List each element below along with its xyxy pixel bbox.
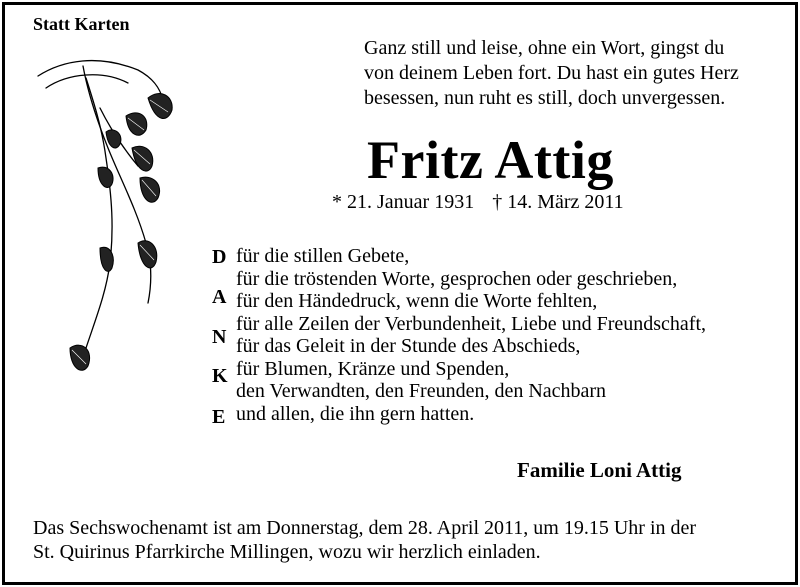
thanks-block <box>236 245 706 425</box>
footer-line: St. Quirinus Pfarrkirche Millingen, wozu wir herzlich einladen. <box>33 541 541 563</box>
acrostic-letter: K <box>212 365 228 387</box>
death-date: † 14. März 2011 <box>492 191 624 213</box>
thanks-line: und allen, die ihn gern hatten. <box>236 402 475 425</box>
thanks-line: für die stillen Gebete, <box>236 245 410 267</box>
poem-line: Ganz still und leise, ohne ein Wort, gingst du <box>364 37 725 59</box>
birch-branch-icon <box>28 48 178 388</box>
acrostic-letter: N <box>212 326 227 348</box>
thanks-line: für Blumen, Kränze und Spenden, <box>236 357 510 380</box>
service-announcement <box>33 516 696 564</box>
statt-karten-label: Statt Karten <box>33 14 130 34</box>
acrostic-letter: E <box>212 406 226 428</box>
birth-date: * 21. Januar 1931 <box>332 191 475 213</box>
acrostic-letter: A <box>212 286 227 308</box>
poem-line: von deinem Leben fort. Du hast ein gutes Herz <box>364 62 739 84</box>
poem-line: besessen, nun ruht es still, doch unvergessen. <box>364 87 726 109</box>
life-dates <box>332 190 624 214</box>
thanks-line: den Verwandten, den Freunden, den Nachbarn <box>236 380 607 402</box>
family-signature: Familie Loni Attig <box>517 458 682 482</box>
thanks-line: für den Händedruck, wenn die Worte fehlten, <box>236 290 598 312</box>
poem-block <box>364 36 739 111</box>
thanks-line: für die tröstenden Worte, gesprochen oder geschrieben, <box>236 267 678 290</box>
footer-line: Das Sechswochenamt ist am Donnerstag, dem 28. April 2011, um 19.15 Uhr in der <box>33 517 697 539</box>
deceased-name: Fritz Attig <box>367 130 614 190</box>
acrostic-letter: D <box>212 246 227 268</box>
thanks-line: für das Geleit in der Stunde des Abschieds, <box>236 335 581 357</box>
thanks-line: für alle Zeilen der Verbundenheit, Liebe und Freundschaft, <box>236 312 707 335</box>
